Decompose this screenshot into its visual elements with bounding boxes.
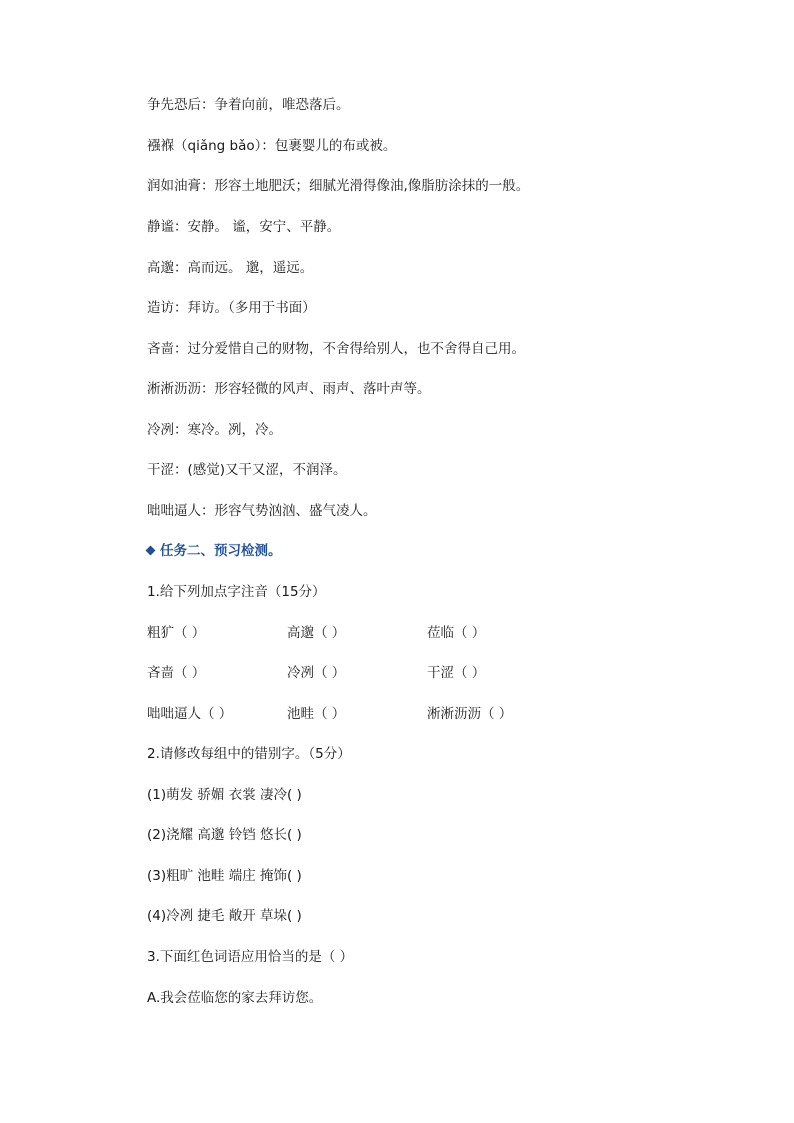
definition-11: 咄咄逼人：形容气势汹汹、盛气凌人。 — [147, 503, 377, 519]
q1-row1-item2: 高邈（ ） — [287, 625, 346, 641]
definition-6: 造访：拜访。（多用于书面） — [147, 300, 316, 316]
q1-row3-item3: 淅淅沥沥（ ） — [427, 706, 513, 722]
q1-row2-item2: 冷冽（ ） — [287, 665, 346, 681]
q3-title: 3.下面红色词语应用恰当的是（ ） — [147, 949, 354, 965]
q1-row2-item1: 吝啬（ ） — [147, 665, 206, 681]
q2-title: 2.请修改每组中的错别字。（5分） — [147, 746, 351, 762]
q1-title: 1.给下列加点字注音（15分） — [147, 584, 326, 600]
definition-10: 干涩：(感觉)又干又涩，不润泽。 — [147, 462, 347, 478]
definition-7: 吝啬：过分爱惜自己的财物，不舍得给别人，也不舍得自己用。 — [147, 341, 525, 357]
q1-row3-item2: 池畦（ ） — [287, 706, 346, 722]
definition-5: 高邈：高而远。 邈，遥远。 — [147, 260, 314, 276]
task2-heading: 任务二、预习检测。 — [147, 542, 282, 560]
q1-row1-item3: 莅临（ ） — [427, 625, 486, 641]
q2-row-1: (1)萌发 骄媚 衣裳 凄冷( ) — [147, 787, 302, 803]
q3-option-a: A.我会莅临您的家去拜访您。 — [147, 990, 323, 1006]
definition-8: 淅淅沥沥：形容轻微的风声、雨声、落叶声等。 — [147, 381, 431, 397]
definition-9: 冷冽：寒冷。冽，冷。 — [147, 422, 282, 438]
diamond-bullet-icon — [146, 546, 156, 556]
definition-4: 静谧：安静。 谧，安宁、平静。 — [147, 219, 341, 235]
q1-row2-item3: 干涩（ ） — [427, 665, 486, 681]
q2-row-4: (4)冷冽 捷毛 敞开 草垛( ) — [147, 908, 302, 924]
definition-2: 襁褓（qiǎng bǎo）：包裹婴儿的布或被。 — [147, 138, 397, 154]
q2-row-2: (2)浇耀 高邈 铃铛 悠长( ) — [147, 827, 302, 843]
definition-1: 争先恐后：争着向前，唯恐落后。 — [147, 97, 350, 113]
q2-row-3: (3)粗旷 池畦 端庄 掩饰( ) — [147, 868, 302, 884]
q1-row3-item1: 咄咄逼人（ ） — [147, 706, 233, 722]
definition-3: 润如油膏：形容土地肥沃；细腻光滑得像油,像脂肪涂抹的一般。 — [147, 178, 530, 194]
q1-row1-item1: 粗犷（ ） — [147, 625, 206, 641]
